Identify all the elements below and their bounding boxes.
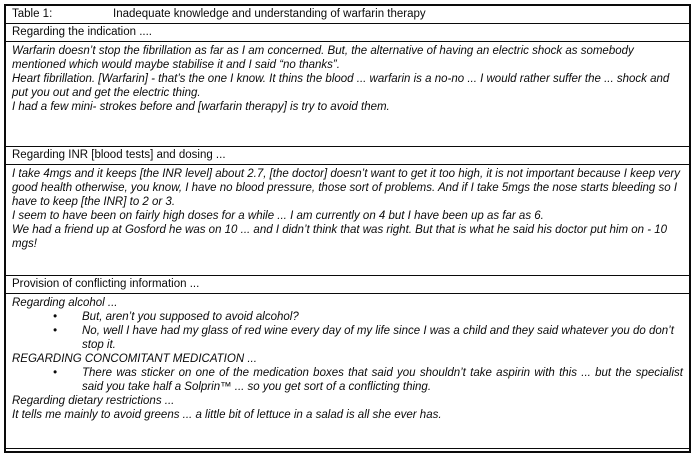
section-header-indication xyxy=(6,24,689,42)
section-header-conflicting-info-text: Provision of conflicting information ... xyxy=(12,278,200,290)
section-header-indication-text: Regarding the indication .... xyxy=(12,26,153,38)
quote-paragraph: I had a few mini- strokes before and [warfarin therapy] is try to avoid them. xyxy=(12,101,390,113)
section-quotes-indication xyxy=(6,42,689,147)
bullet-item: • No, well I have had my glass of red wine every day of my life since I was a child and they said whatever you do don’t stop it. xyxy=(12,324,683,352)
quote-line: It tells me mainly to avoid greens ... a little bit of lettuce in a salad is all she ever has. xyxy=(12,409,442,421)
bullet-item: • But, aren’t you supposed to avoid alcohol? xyxy=(12,310,683,324)
subsection-header-concomitant-medication: REGARDING CONCOMITANT MEDICATION ... xyxy=(12,353,257,365)
section-header-inr-dosing xyxy=(6,147,689,165)
section-quotes-conflicting-info xyxy=(6,294,689,449)
medication-bullet-list xyxy=(12,366,683,394)
table-caption-title: Inadequate knowledge and understanding of warfarin therapy xyxy=(113,8,426,20)
subsection-header-dietary-restrictions: Regarding dietary restrictions ... xyxy=(12,395,175,407)
quote-paragraph: We had a friend up at Gosford he was on 10 ... and I didn’t think that was right. But that is what he said his doctor put him on - 10 mgs! xyxy=(12,224,668,250)
quote-paragraph: Warfarin doesn’t stop the fibrillation as far as I am concerned. But, the alternative of having an electric shock as somebody mentioned which would maybe stabilise it and I said “no thanks”. xyxy=(12,45,634,71)
table-caption-row xyxy=(6,6,689,24)
table-caption-label: Table 1: xyxy=(12,8,53,20)
quote-paragraph: I seem to have been on fairly high doses for a while ... I am currently on 4 but I have been up as far as 6. xyxy=(12,210,544,222)
section-header-conflicting-info xyxy=(6,276,689,294)
alcohol-bullet-list xyxy=(12,310,683,352)
quote-paragraph: I take 4mgs and it keeps [the INR level] about 2.7, [the doctor] doesn’t want to get it too high, it is not important because I keep very good health otherwise, you know, I have no blood pressure, those sort of problems. And if I take 5mgs the nose starts bleeding so I have to keep [the INR] to 2 or 3. xyxy=(12,168,681,208)
table-1-frame xyxy=(4,4,691,453)
subsection-header-alcohol: Regarding alcohol ... xyxy=(12,297,118,309)
section-header-inr-dosing-text: Regarding INR [blood tests] and dosing ... xyxy=(12,149,226,161)
bullet-item: • There was sticker on one of the medication boxes that said you shouldn’t take aspirin with this ... but the specialist said you take half a Solprin™ ... so you get sort of a conflicting thing. xyxy=(12,366,683,394)
quote-paragraph: Heart fibrillation. [Warfarin] - that’s the one I know. It thins the blood ... warfarin is a no-no ... I would rather suffer the ... shock and put you out and get the electric thing. xyxy=(12,73,670,99)
section-quotes-inr-dosing xyxy=(6,165,689,276)
